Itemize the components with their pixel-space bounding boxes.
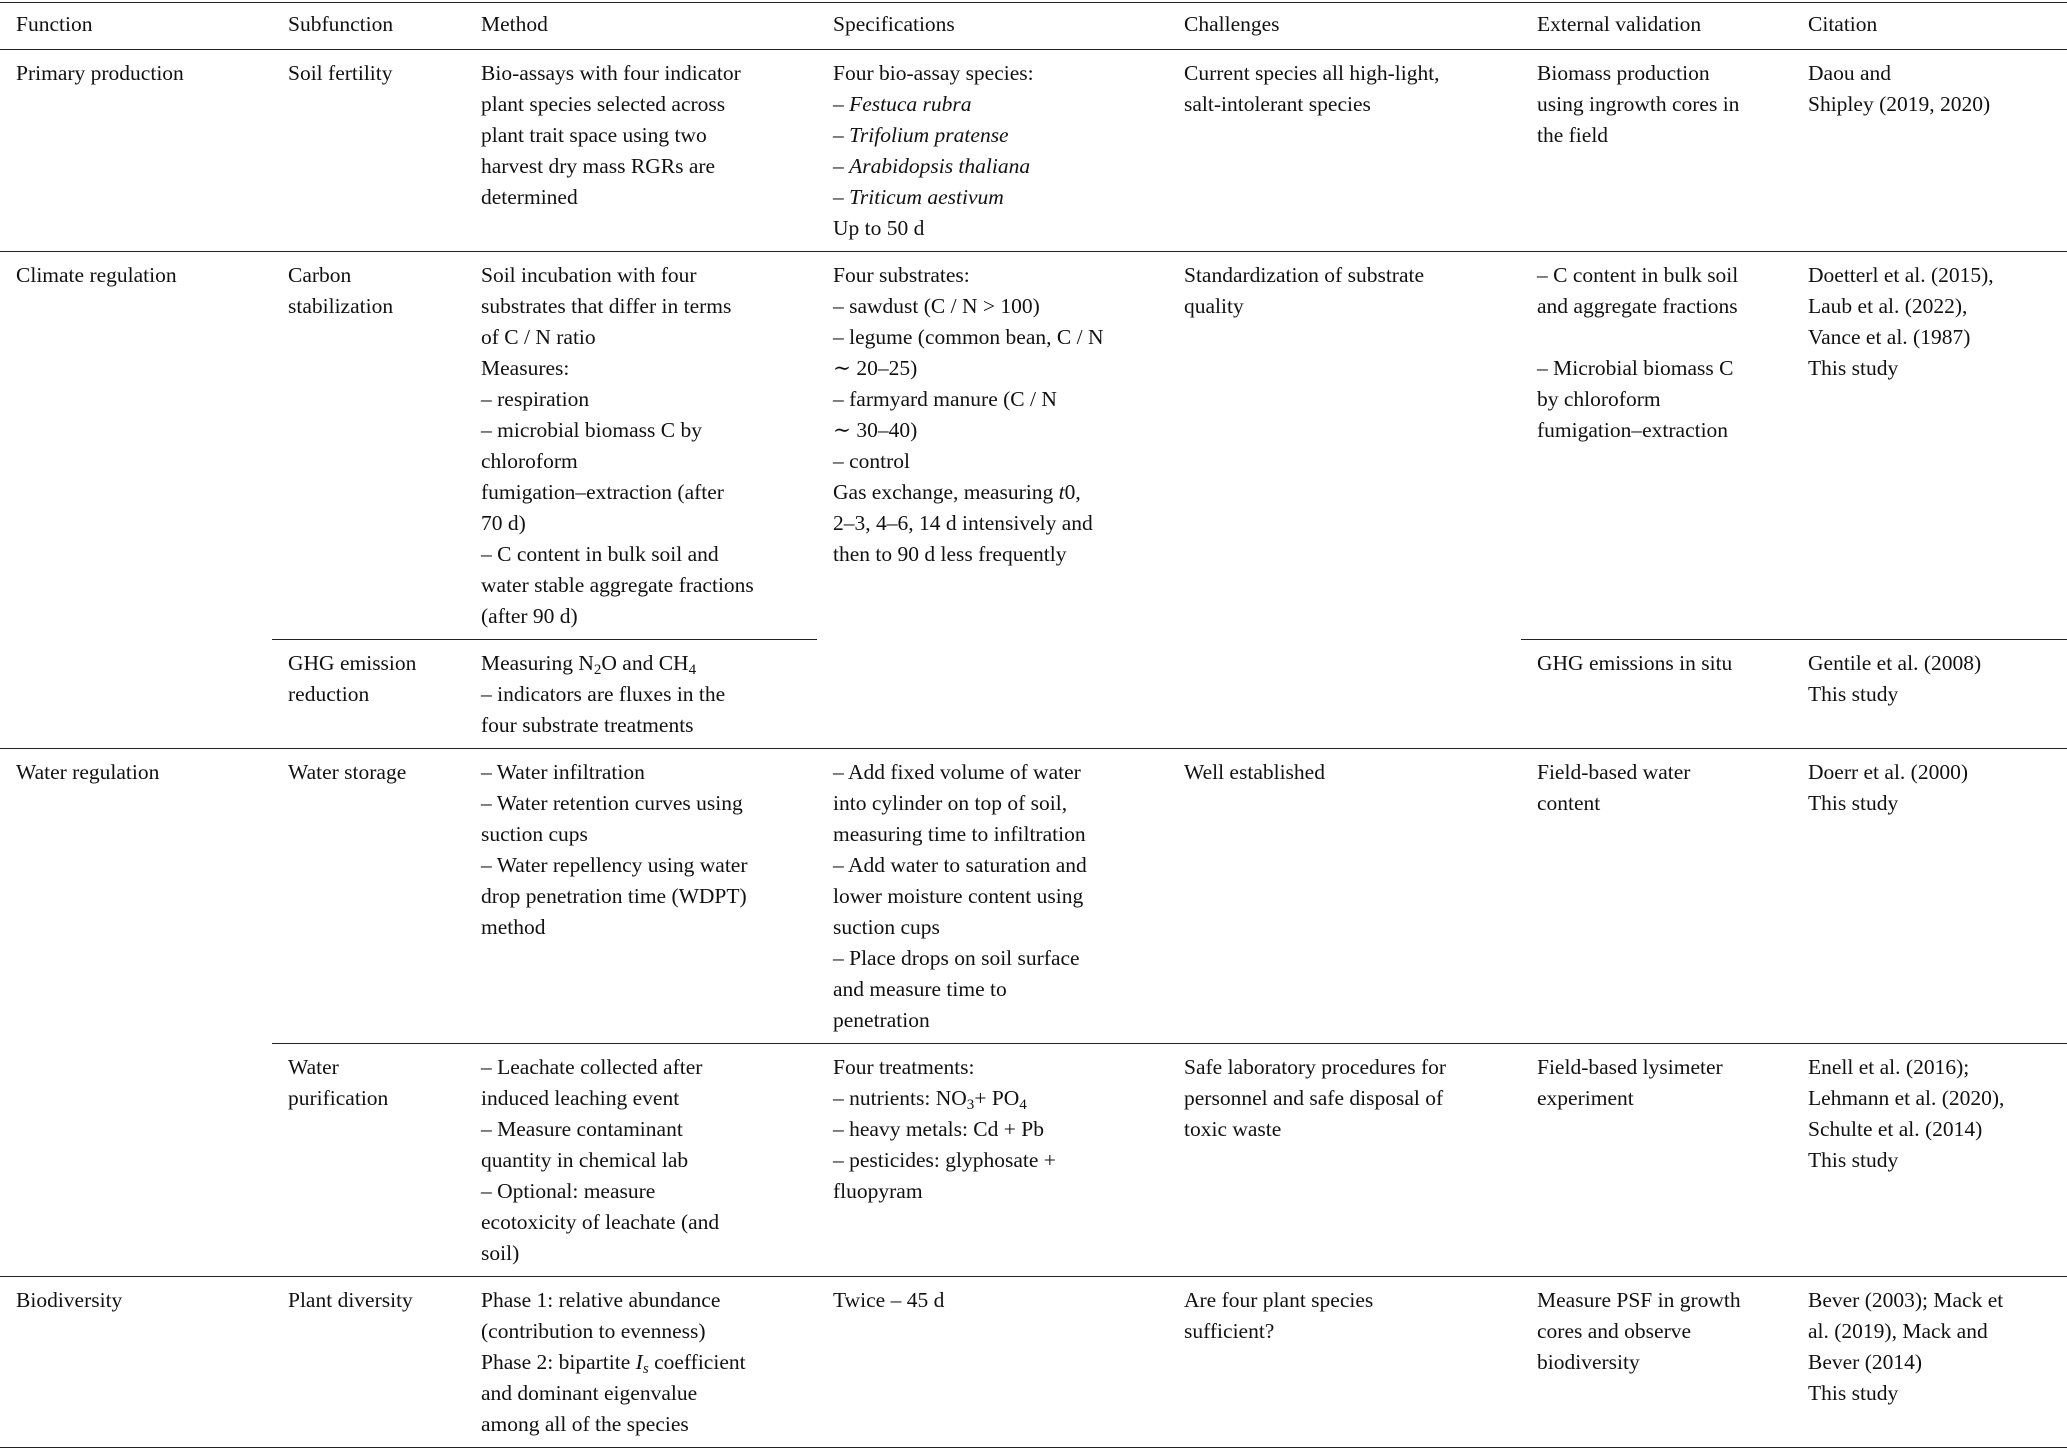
external-line: – Microbial biomass C <box>1537 356 1734 380</box>
spec-line: Gas exchange, measuring t0, <box>833 480 1081 504</box>
header-function: Function <box>0 3 272 50</box>
external-line: Biomass production <box>1537 61 1710 85</box>
external-line: and aggregate fractions <box>1537 294 1738 318</box>
method-line: 70 d) <box>481 511 526 535</box>
spec-line: Twice – 45 d <box>833 1288 945 1312</box>
spec-line: penetration <box>833 1008 930 1032</box>
method-line: Measures: <box>481 356 570 380</box>
external-line: using ingrowth cores in <box>1537 92 1740 116</box>
citation-line: Bever (2003); Mack et <box>1808 1288 2004 1312</box>
species-name: Arabidopsis thaliana <box>849 154 1031 178</box>
specifications-cell <box>817 1277 1168 1448</box>
subfunction-label: GHG emission <box>288 651 417 675</box>
method-line: – respiration <box>481 387 590 411</box>
method-line: fumigation–extraction (after <box>481 480 724 504</box>
citation-cell <box>1792 50 2067 252</box>
method-line: harvest dry mass RGRs are <box>481 154 716 178</box>
citation-line: Doerr et al. (2000) <box>1808 760 1968 784</box>
citation-line: Vance et al. (1987) <box>1808 325 1971 349</box>
external-validation-cell <box>1521 749 1792 1044</box>
external-line: biodiversity <box>1537 1350 1640 1374</box>
spec-line: then to 90 d less frequently <box>833 542 1067 566</box>
method-cell <box>465 749 817 1044</box>
method-cell <box>465 1277 817 1448</box>
method-line: induced leaching event <box>481 1086 680 1110</box>
external-line: Measure PSF in growth <box>1537 1288 1741 1312</box>
citation-line: Enell et al. (2016); <box>1808 1055 1970 1079</box>
challenge-line: personnel and safe disposal of <box>1184 1086 1444 1110</box>
external-line: Field-based lysimeter <box>1537 1055 1723 1079</box>
citation-cell <box>1792 252 2067 640</box>
method-line: (after 90 d) <box>481 604 578 628</box>
subfunction-cell <box>272 50 465 252</box>
specifications-cell <box>817 252 1168 749</box>
challenge-line: Safe laboratory procedures for <box>1184 1055 1447 1079</box>
method-line: substrates that differ in terms <box>481 294 732 318</box>
citation-line: Doetterl et al. (2015), <box>1808 263 1994 287</box>
method-line: – microbial biomass C by <box>481 418 702 442</box>
species-name: Festuca rubra <box>849 92 972 116</box>
method-line: soil) <box>481 1241 520 1265</box>
method-line: suction cups <box>481 822 588 846</box>
citation-line: This study <box>1808 356 1899 380</box>
method-line: plant species selected across <box>481 92 726 116</box>
citation-cell <box>1792 1044 2067 1277</box>
method-line: and dominant eigenvalue <box>481 1381 698 1405</box>
citation-line: Shipley (2019, 2020) <box>1808 92 1991 116</box>
header-citation: Citation <box>1792 3 2067 50</box>
external-line: experiment <box>1537 1086 1634 1110</box>
citation-cell <box>1792 1277 2067 1448</box>
external-validation-cell <box>1521 50 1792 252</box>
external-line: the field <box>1537 123 1609 147</box>
spec-line: – heavy metals: Cd + Pb <box>833 1117 1044 1141</box>
method-line: determined <box>481 185 578 209</box>
specifications-cell <box>817 50 1168 252</box>
challenges-cell <box>1168 1277 1521 1448</box>
spec-line: – Add fixed volume of water <box>833 760 1081 784</box>
spec-line: 2–3, 4–6, 14 d intensively and <box>833 511 1093 535</box>
challenge-line: Are four plant species <box>1184 1288 1374 1312</box>
challenge-line: Well established <box>1184 760 1325 784</box>
spec-line: Four substrates: <box>833 263 970 287</box>
function-label: Water regulation <box>16 760 160 784</box>
header-challenges: Challenges <box>1168 3 1521 50</box>
method-line: – Water repellency using water <box>481 853 748 877</box>
method-line: Phase 1: relative abundance <box>481 1288 721 1312</box>
species-item: – Arabidopsis thaliana <box>833 154 1031 178</box>
citation-cell <box>1792 749 2067 1044</box>
method-cell <box>465 640 817 749</box>
table-header <box>0 3 2067 50</box>
method-cell <box>465 252 817 640</box>
challenges-cell <box>1168 252 1521 749</box>
table-row-water-purification <box>0 1044 2067 1277</box>
method-line: ecotoxicity of leachate (and <box>481 1210 720 1234</box>
header-subfunction: Subfunction <box>272 3 465 50</box>
challenge-line: Current species all high-light, <box>1184 61 1440 85</box>
subfunction-label: Carbon <box>288 263 352 287</box>
subfunction-cell <box>272 1044 465 1277</box>
method-line: plant trait space using two <box>481 123 707 147</box>
challenges-cell <box>1168 50 1521 252</box>
method-line: (contribution to evenness) <box>481 1319 706 1343</box>
method-line: – C content in bulk soil and <box>481 542 719 566</box>
spec-line: suction cups <box>833 915 940 939</box>
challenge-line: quality <box>1184 294 1244 318</box>
citation-line: This study <box>1808 1148 1899 1172</box>
method-line: of C / N ratio <box>481 325 596 349</box>
specifications-cell <box>817 1044 1168 1277</box>
spec-line: – legume (common bean, C / N <box>833 325 1104 349</box>
external-line: by chloroform <box>1537 387 1661 411</box>
citation-line: al. (2019), Mack and <box>1808 1319 1988 1343</box>
function-cell <box>0 749 272 1277</box>
external-line: Field-based water <box>1537 760 1691 784</box>
subfunction-label: Plant diversity <box>288 1288 413 1312</box>
header-method: Method <box>465 3 817 50</box>
specifications-cell <box>817 749 1168 1044</box>
method-cell <box>465 1044 817 1277</box>
spec-line: – control <box>833 449 911 473</box>
challenge-line: sufficient? <box>1184 1319 1275 1343</box>
external-line: content <box>1537 791 1601 815</box>
method-line: Measuring $N_2O$ and $CH_4$ <box>481 651 697 678</box>
citation-line: Daou and <box>1808 61 1891 85</box>
species-item: – Trifolium pratense <box>833 123 1009 147</box>
table-body <box>0 50 2067 1448</box>
function-label: Climate regulation <box>16 263 177 287</box>
method-line: chloroform <box>481 449 578 473</box>
challenge-line: Standardization of substrate <box>1184 263 1425 287</box>
method-line: method <box>481 915 546 939</box>
species-name: Trifolium pratense <box>849 123 1009 147</box>
external-line: – C content in bulk soil <box>1537 263 1739 287</box>
spec-line: lower moisture content using <box>833 884 1084 908</box>
external-line: GHG emissions in situ <box>1537 651 1733 675</box>
method-line: – Leachate collected after <box>481 1055 703 1079</box>
spec-line: – farmyard manure (C / N <box>833 387 1057 411</box>
external-validation-cell <box>1521 1277 1792 1448</box>
citation-cell <box>1792 640 2067 749</box>
subfunction-label: purification <box>288 1086 389 1110</box>
header-external-validation: External validation <box>1521 3 1792 50</box>
method-line: quantity in chemical lab <box>481 1148 689 1172</box>
subfunction-cell <box>272 252 465 640</box>
external-spacer <box>1537 322 1788 353</box>
method-line: – Water infiltration <box>481 760 645 784</box>
function-cell <box>0 50 272 252</box>
subfunction-label: stabilization <box>288 294 394 318</box>
method-line: four substrate treatments <box>481 713 694 737</box>
external-validation-cell <box>1521 1044 1792 1277</box>
function-label: Biodiversity <box>16 1288 123 1312</box>
method-line: – Optional: measure <box>481 1179 656 1203</box>
spec-title: Four treatments: <box>833 1055 975 1079</box>
spec-line: measuring time to infiltration <box>833 822 1086 846</box>
method-line: drop penetration time (WDPT) <box>481 884 747 908</box>
subfunction-label: Soil fertility <box>288 61 393 85</box>
spec-line: – sawdust (C / N > 100) <box>833 294 1040 318</box>
species-item: – Triticum aestivum <box>833 185 1004 209</box>
table-row-plant-diversity <box>0 1277 2067 1448</box>
external-line: fumigation–extraction <box>1537 418 1729 442</box>
citation-line: Gentile et al. (2008) <box>1808 651 1982 675</box>
spec-title: Four bio-assay species: <box>833 61 1034 85</box>
challenge-line: toxic waste <box>1184 1117 1282 1141</box>
species-item: – Festuca rubra <box>833 92 972 116</box>
subfunction-cell <box>272 749 465 1044</box>
citation-line: This study <box>1808 682 1899 706</box>
subfunction-label: Water storage <box>288 760 407 784</box>
challenges-cell <box>1168 1044 1521 1277</box>
method-line: Phase 2: bipartite $I_s$ coefficient <box>481 1350 746 1377</box>
method-line: Bio-assays with four indicator <box>481 61 741 85</box>
spec-line: and measure time to <box>833 977 1007 1001</box>
spec-line: into cylinder on top of soil, <box>833 791 1068 815</box>
table-page <box>0 2 2067 1445</box>
subfunction-label: Water <box>288 1055 339 1079</box>
external-validation-cell <box>1521 252 1792 640</box>
citation-line: This study <box>1808 791 1899 815</box>
function-label: Primary production <box>16 61 184 85</box>
citation-line: Lehmann et al. (2020), <box>1808 1086 2005 1110</box>
soil-functions-table <box>0 2 2067 1448</box>
spec-line: Up to 50 d <box>833 216 925 240</box>
table-row-water-storage <box>0 749 2067 1044</box>
citation-line: Laub et al. (2022), <box>1808 294 1968 318</box>
spec-line: ∼ 20–25) <box>833 356 918 380</box>
challenges-cell <box>1168 749 1521 1044</box>
table-row-carbon-stabilization <box>0 252 2067 640</box>
method-line: – indicators are fluxes in the <box>481 682 726 706</box>
citation-line: Bever (2014) <box>1808 1350 1923 1374</box>
function-cell <box>0 1277 272 1448</box>
spec-line: fluopyram <box>833 1179 923 1203</box>
method-line: – Water retention curves using <box>481 791 743 815</box>
header-row <box>0 3 2067 50</box>
method-line: water stable aggregate fractions <box>481 573 754 597</box>
external-validation-cell <box>1521 640 1792 749</box>
species-name: Triticum aestivum <box>849 185 1004 209</box>
header-specifications: Specifications <box>817 3 1168 50</box>
external-line: cores and observe <box>1537 1319 1692 1343</box>
table-row-soil-fertility <box>0 50 2067 252</box>
spec-line: – nutrients: $NO_3+ PO_4$ <box>833 1086 1027 1113</box>
subfunction-cell <box>272 640 465 749</box>
spec-line: – Add water to saturation and <box>833 853 1087 877</box>
function-cell <box>0 252 272 749</box>
method-line: among all of the species <box>481 1412 689 1436</box>
spec-line: – Place drops on soil surface <box>833 946 1080 970</box>
method-cell <box>465 50 817 252</box>
method-line: Soil incubation with four <box>481 263 697 287</box>
citation-line: Schulte et al. (2014) <box>1808 1117 1983 1141</box>
subfunction-cell <box>272 1277 465 1448</box>
subfunction-label: reduction <box>288 682 370 706</box>
citation-line: This study <box>1808 1381 1899 1405</box>
spec-line: ∼ 30–40) <box>833 418 918 442</box>
spec-line: – pesticides: glyphosate + <box>833 1148 1056 1172</box>
challenge-line: salt-intolerant species <box>1184 92 1371 116</box>
method-line: – Measure contaminant <box>481 1117 683 1141</box>
